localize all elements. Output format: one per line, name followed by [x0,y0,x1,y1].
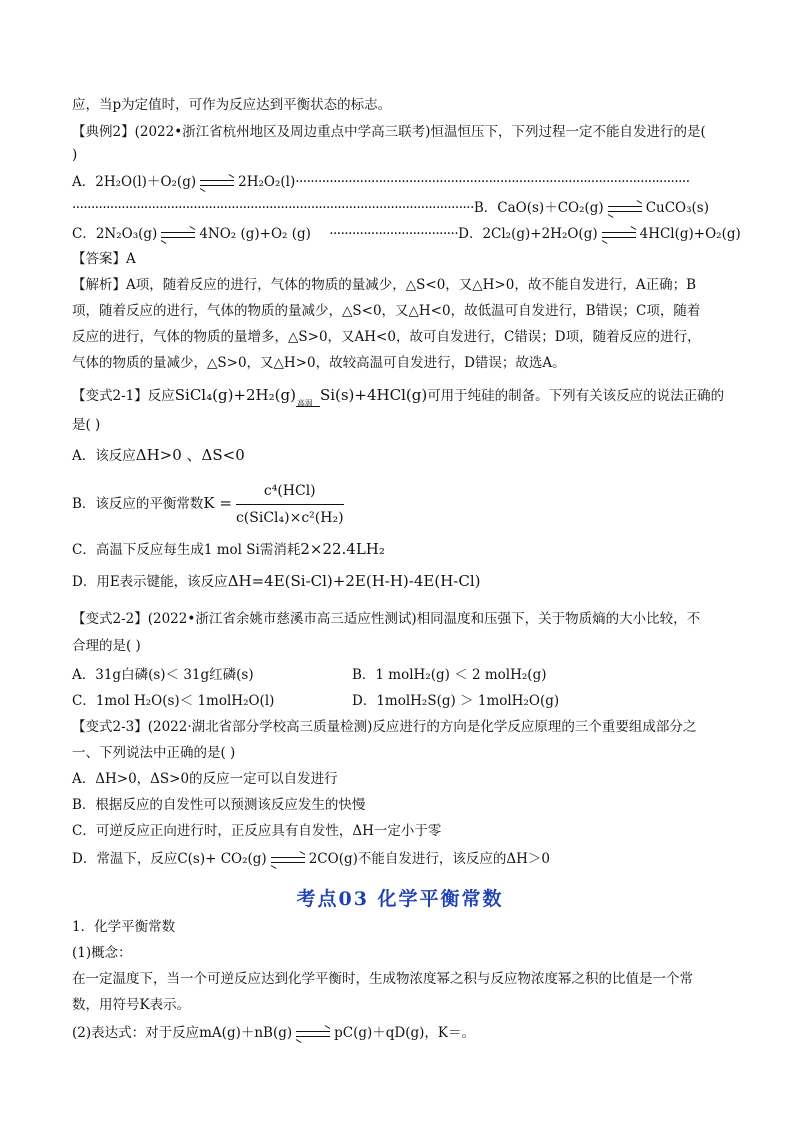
equilibrium-arrow-icon [608,204,642,214]
text-span: (2)表达式：对于反应mA(g)＋nB(g) [72,1025,293,1041]
v21-option-b [72,480,740,529]
v22-option-a: A．31g白磷(s)＜ 31g红磷(s) [72,667,254,683]
option-c-left: C．2N₂O₃(g) [72,226,158,242]
example-2-stem: 【典例2】(2022•浙江省杭州地区及周边重点中学高三联考)恒温恒压下，下列过程一定不能自发进行的是( [72,124,706,140]
math-expr: ΔH=4E(Si-Cl)+2E(H-H)-4E(H-Cl) [227,572,481,590]
v22-option-b: B．1 molH₂(g) ＜ 2 molH₂(g) [352,667,547,683]
text-span: D．常温下，反应C(s)+ CO₂(g) [72,851,267,867]
text-line: ) [72,147,78,163]
text-line: 在一定温度下，当一个可逆反应达到化学平衡时，生成物浓度幂之积与反应物浓度幂之积的比值是一个常 [72,971,693,987]
option-d-left: D．2Cl₂(g)+2H₂O(g) [458,226,598,242]
answer: 【答案】A [72,251,136,267]
fraction-numerator: c⁴(HCl) [236,480,344,505]
math-expr: K = [203,494,232,512]
v23-option-c: C．可逆反应正向进行时，正反应具有自发性，ΔH一定小于零 [72,823,442,839]
fraction-denominator: c(SiCl₄)×c²(H₂) [235,510,344,526]
v23-option-a: A．ΔH>0，ΔS>0的反应一定可以自发进行 [72,771,338,787]
v21-option-d [72,572,740,591]
reaction-right: Si(s)+4HCl(g) [319,386,428,404]
text-span: D．用E表示键能，该反应 [72,574,228,590]
leader-dots: ········································································································ [295,174,690,190]
math-expr: 2×22.4LH₂ [300,540,385,558]
variant-2-2-stem: 【变式2-2】(2022•浙江省余姚市慈溪市高三适应性测试)相同温度和压强下，关于物质熵的大小比较，不 [72,611,701,627]
expression-line [72,1024,740,1042]
option-c-right: 4NO₂ (g)+O₂ (g) [199,226,311,242]
text-line: 一、下列说法中正确的是( ) [72,745,236,761]
option-d-right: 4HCl(g)+O₂(g) [639,226,741,242]
text-span: A．该反应 [72,448,136,464]
text-line: 数，用符号K表示。 [72,997,191,1013]
v22-option-d: D．1molH₂S(g) ＞ 1molH₂O(g) [352,693,560,709]
text-line: 是( ) [72,417,101,433]
option-c-d [72,225,740,243]
option-a [72,173,740,191]
text-span: 【变式2-1】反应 [72,388,175,404]
v23-option-d [72,850,740,868]
equilibrium-arrow-icon [200,178,234,188]
option-b-left: B．CaO(s)＋CO₂(g) [473,200,604,216]
reaction-left: SiCl₄(g)+2H₂(g) [174,386,296,404]
variant-2-3-stem: 【变式2-3】(2022·湖北省部分学校高三质量检测)反应进行的方向是化学反应原理的三个重要组成部分之 [72,719,697,735]
leader-dots: ·································· [329,226,459,242]
fraction [236,480,344,529]
section-title: 考点03 化学平衡常数 [296,888,504,910]
text-span: C．高温下反应每生成1 mol Si需消耗 [72,542,301,558]
equilibrium-arrow-icon [296,1029,330,1039]
explanation-line: 项，随着反应的进行，气体的物质的量减少，△S<0，又△H<0，故低温可自发进行，B错误；C项，随着 [72,303,701,319]
v23-option-b: B．根据反应的自发性可以预测该反应发生的快慢 [72,797,366,813]
text-line: 应，当p为定值时，可作为反应达到平衡状态的标志。 [72,97,392,113]
option-a-left: A．2H₂O(l)＋O₂(g) [72,174,197,190]
variant-2-1-stem [72,386,740,408]
text-line: (1)概念： [72,945,132,961]
leader-dots: ·········································································································· [72,200,474,216]
equilibrium-arrow-icon [602,230,636,240]
option-b-right: CuCO₃(s) [645,200,709,216]
text-span: 可用于纯硅的制备。下列有关该反应的说法正确的 [427,388,725,404]
explanation-line: 【解析】A项，随着反应的进行，气体的物质的量减少，△S<0，又△H>0，故不能自发进行，A正确；B [72,277,697,293]
text-line: 1．化学平衡常数 [72,919,176,935]
option-b [72,199,740,217]
equilibrium-arrow-icon [271,855,305,865]
text-span: pC(g)＋qD(g)，K＝。 [334,1025,476,1041]
math-expr: ΔH>0 、ΔS<0 [135,446,245,464]
reaction-condition: 高温 [296,398,313,408]
text-span: B．该反应的平衡常数 [72,496,204,512]
explanation-line: 反应的进行，气体的物质的量增多，△S>0，又AH<0，故可自发进行，C错误；D项，随着反应的进行， [72,329,701,345]
v22-option-c: C．1mol H₂O(s)＜ 1molH₂O(l) [72,693,275,709]
text-span: 2CO(g)不能自发进行，该反应的ΔH＞0 [308,851,550,867]
v21-option-c [72,540,740,559]
option-a-right: 2H₂O₂(l) [238,174,296,190]
text-line: 合理的是( ) [72,638,141,654]
equilibrium-arrow-icon [161,230,195,240]
v21-option-a [72,446,740,465]
explanation-line: 气体的物质的量减少，△S>0，又△H>0，故较高温可自发进行，D错误；故选A。 [72,355,566,371]
